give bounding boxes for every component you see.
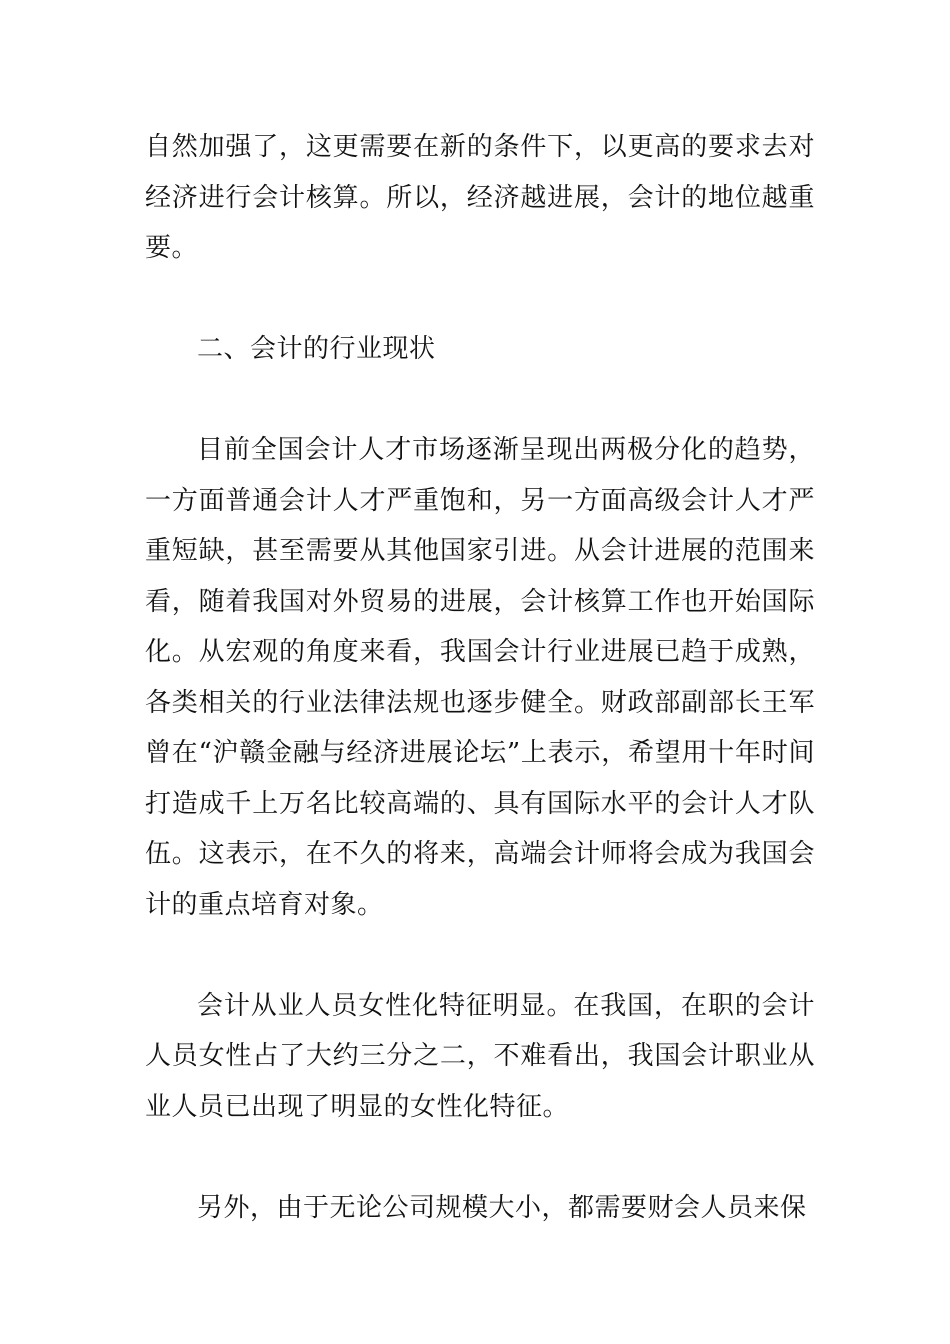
paragraph-4: 另外，由于无论公司规模大小，都需要财会人员来保 [197,1192,807,1223]
paragraph-spacer [145,375,815,426]
paragraph-2: 目前全国会计人才市场逐渐呈现出两极分化的趋势，一方面普通会计人才严重饱和，另一方面高级会计人才严重短缺，甚至需要从其他国家引进。从会计进展的范围来看，随着我国对外贸易的进展，会计核算工作也开始国际化。从宏观的角度来看，我国会计行业进展已趋于成熟，各类相关的行业法律法规也逐步健全。财政部副部长王军曾在“沪赣金融与经济进展论坛”上表示，希望用十年时间打造成千上万名比较高端的、具有国际水平的会计人才队伍。这表示，在不久的将来，高端会计师将会成为我国会计的重点培育对象。 [145,435,815,920]
document-page [145,122,815,1233]
paragraph-spacer [145,930,815,981]
paragraph-spacer [145,1132,815,1183]
paragraph-3: 会计从业人员女性化特征明显。在我国，在职的会计人员女性占了大约三分之二，不难看出，我国会计职业从业人员已出现了明显的女性化特征。 [145,990,815,1122]
paragraph-spacer [145,274,815,325]
section-heading: 二、会计的行业现状 [197,334,436,364]
paragraph-1: 自然加强了，这更需要在新的条件下，以更高的要求去对经济进行会计核算。所以，经济越进展，会计的地位越重要。 [145,132,815,263]
